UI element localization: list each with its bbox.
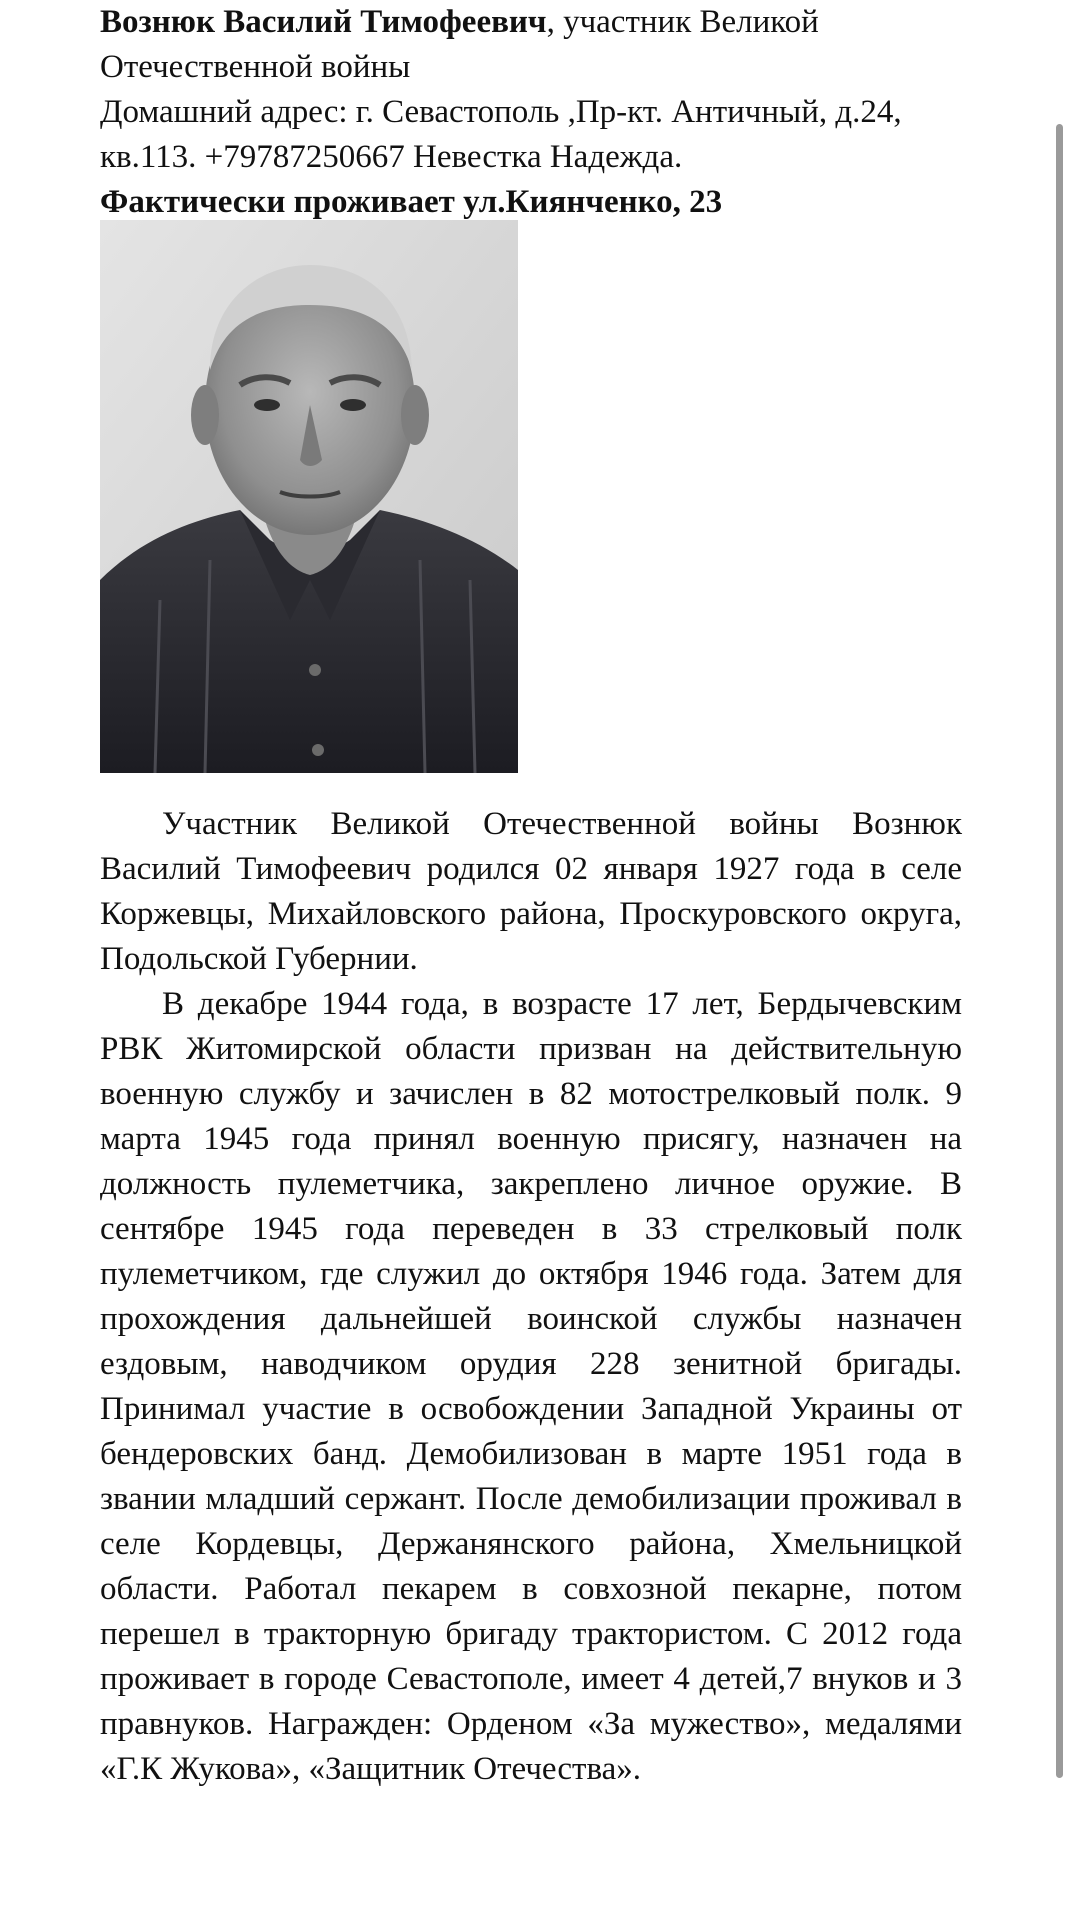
biography [100,802,962,1792]
veteran-name: Вознюк Василий Тимофеевич [100,4,547,40]
document-header [100,0,962,225]
veteran-role: , участник Великой Отечественной войны [100,4,819,85]
header-block [100,0,962,225]
home-address: Домашний адрес: г. Севастополь ,Пр-кт. Античный, д.24, кв.113. +79787250667 Невестка Надежда. [100,94,902,175]
bio-paragraph-2: В декабре 1944 года, в возрасте 17 лет, Бердычевским РВК Житомирской области призван на действительную военную службу и зачислен в 82 мотострелковый полк. 9 марта 1945 года принял военную присягу, назначен на должность пулеметчика, закреплено личное оружие. В сентябре 1945 года переведен в 33 стрелковый полк пулеметчиком, где служил до октября 1946 года. Затем для прохождения дальнейшей воинской службы назначен ездовым, наводчиком орудия 228 зенитной бригады. Принимал участие в освобождении Западной Украины от бендеровских банд. Демобилизован в марте 1951 года в звании младший сержант. После демобилизации проживал в селе Кордевцы, Держанянского района, Хмельницкой области. Работал пекарем в совхозной пекарне, потом перешел в тракторную бригаду трактористом. С 2012 года проживает в городе Севастополе, имеет 4 детей,7 внуков и 3 правнуков. Награжден: Орденом «За мужество», медалями «Г.К Жукова», «Защитник Отечества». [100,986,962,1787]
portrait-photo [100,220,518,773]
bio-paragraph-1: Участник Великой Отечественной войны Вознюк Василий Тимофеевич родился 02 января 1927 года в селе Коржевцы, Михайловского района, Проскуровского округа, Подольской Губернии. [100,806,962,977]
portrait-image [100,220,518,773]
vertical-scrollbar[interactable] [1056,124,1063,1778]
actual-residence: Фактически проживает ул.Киянченко, 23 [100,184,723,220]
